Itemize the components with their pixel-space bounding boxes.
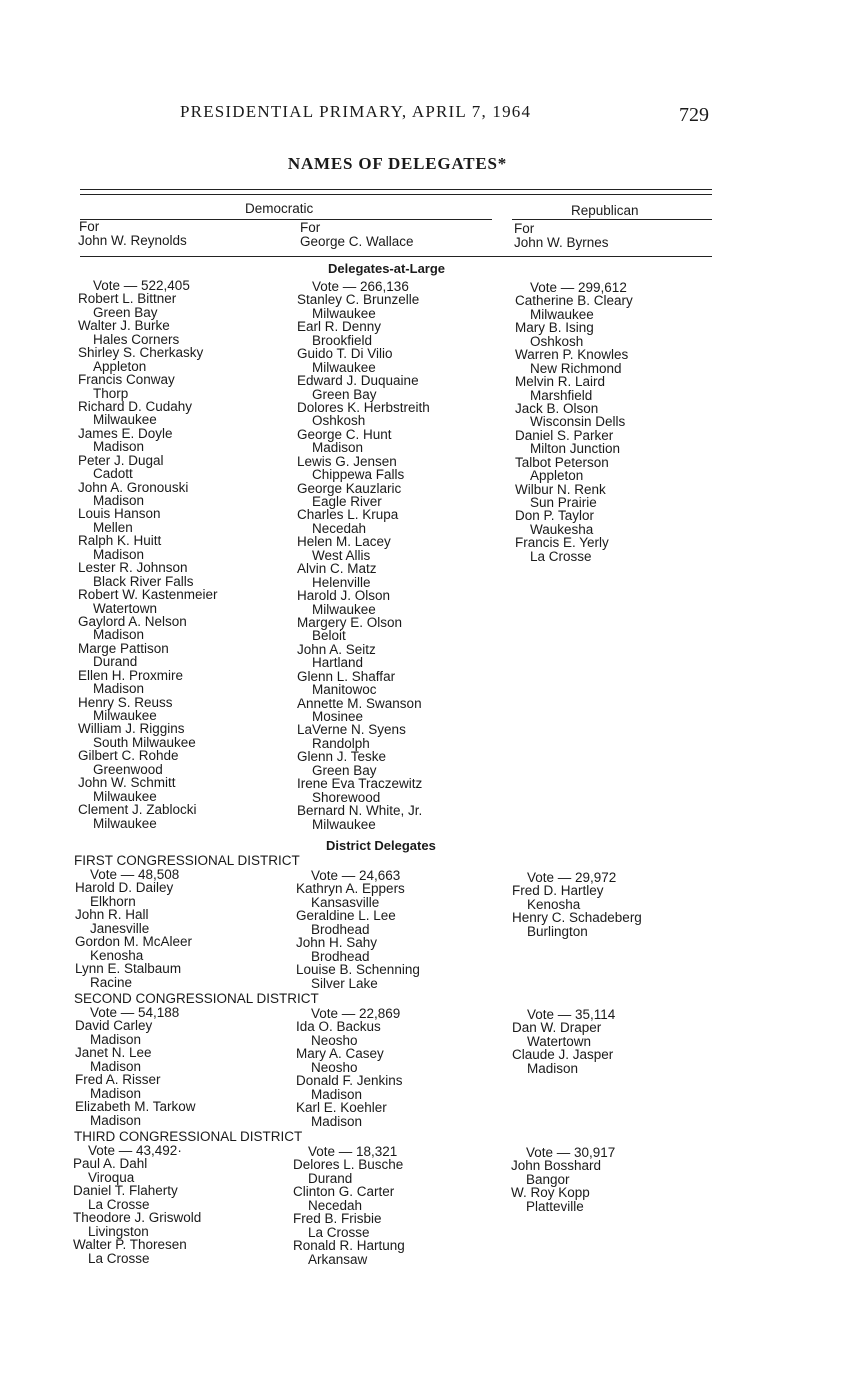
- delegate-name: Ida O. Backus: [296, 1019, 381, 1035]
- vote-total: Vote — 18,321: [308, 1144, 398, 1159]
- delegate-name: George C. Hunt: [297, 426, 392, 442]
- delegate-city: Arkansaw: [308, 1251, 368, 1267]
- district-3-byrnes-column: [511, 1146, 615, 1213]
- delegate-name: Elizabeth M. Tarkow: [75, 1099, 196, 1115]
- delegate-name: Catherine B. Cleary: [515, 293, 633, 309]
- delegate-city: Waukesha: [530, 521, 594, 537]
- district-1-byrnes-column: [512, 871, 642, 938]
- delegate-city: Thorp: [93, 385, 129, 401]
- delegate-city: Madison: [93, 439, 145, 455]
- page-number: 729: [679, 104, 709, 126]
- delegate-name: Robert L. Bittner: [78, 291, 177, 307]
- delegate-name: Marge Pattison: [78, 640, 169, 656]
- delegate-city: Madison: [93, 681, 145, 697]
- delegate-name: John Bosshard: [511, 1158, 602, 1174]
- delegate-name: John A. Gronouski: [78, 479, 189, 495]
- delegate-city: La Crosse: [88, 1196, 150, 1212]
- reynolds-name: John W. Reynolds: [78, 233, 187, 248]
- delegate-city: La Crosse: [88, 1250, 150, 1266]
- delegate-name: Paul A. Dahl: [73, 1156, 148, 1172]
- delegate-city: Black River Falls: [93, 573, 194, 589]
- delegate-name: Claude J. Jasper: [512, 1047, 614, 1063]
- at-large-label: Delegates-at-Large: [328, 261, 446, 276]
- delegate-name: Henry S. Reuss: [78, 694, 173, 710]
- delegate-name: Daniel S. Parker: [515, 427, 614, 443]
- delegate-city: Milwaukee: [312, 359, 376, 375]
- delegate-city: Greenwood: [93, 761, 163, 777]
- delegate-city: Appleton: [530, 468, 584, 484]
- vote-total: Vote — 266,136: [312, 279, 409, 294]
- delegate-name: Louis Hanson: [78, 506, 161, 522]
- at-large-wallace-column: [297, 280, 430, 831]
- delegate-name: Guido T. Di Vilio: [297, 346, 393, 362]
- delegate-name: Talbot Peterson: [515, 454, 609, 470]
- delegate-name: Glenn L. Shaffar: [297, 668, 396, 684]
- delegate-city: Milwaukee: [312, 601, 376, 617]
- delegate-name: Harold J. Olson: [297, 588, 391, 604]
- delegate-city: Viroqua: [88, 1169, 135, 1185]
- democratic-underline: [80, 219, 492, 220]
- vote-total: Vote — 54,188: [90, 1005, 180, 1020]
- delegate-name: Charles L. Krupa: [297, 507, 399, 523]
- delegate-city: Manitowoc: [312, 682, 377, 698]
- vote-total: Vote — 299,612: [530, 280, 627, 295]
- delegate-city: Chippewa Falls: [312, 467, 405, 483]
- delegate-city: Neosho: [311, 1059, 358, 1075]
- delegate-city: Madison: [311, 1113, 363, 1129]
- delegate-name: Margery E. Olson: [297, 614, 403, 630]
- delegate-city: Oshkosh: [530, 333, 584, 349]
- delegate-name: Dolores K. Herbstreith: [297, 399, 430, 415]
- delegate-name: William J. Riggins: [78, 721, 185, 737]
- delegate-name: Edward J. Duquaine: [297, 373, 419, 389]
- delegate-name: Louise B. Schenning: [296, 962, 420, 978]
- delegate-name: Donald F. Jenkins: [296, 1073, 403, 1089]
- district-2-byrnes-column: [512, 1008, 615, 1075]
- delegate-city: Janesville: [90, 920, 150, 936]
- delegate-name: Gilbert C. Rohde: [78, 748, 179, 764]
- wallace-name: George C. Wallace: [300, 234, 414, 249]
- delegate-name: Delores L. Busche: [293, 1157, 404, 1173]
- delegate-name: Robert W. Kastenmeier: [78, 587, 218, 603]
- delegate-city: Brodhead: [311, 921, 370, 937]
- delegate-city: South Milwaukee: [93, 734, 196, 750]
- delegate-city: La Crosse: [308, 1224, 370, 1240]
- delegate-city: Livingston: [88, 1223, 149, 1239]
- delegate-name: Dan W. Draper: [512, 1020, 602, 1036]
- delegate-name: Warren P. Knowles: [515, 347, 629, 363]
- delegate-city: La Crosse: [530, 548, 592, 564]
- district-3-wallace-column: [293, 1145, 405, 1266]
- delegate-city: Milwaukee: [93, 788, 157, 804]
- vote-total: Vote — 43,492·: [88, 1143, 182, 1158]
- district-title-second: SECOND CONGRESSIONAL DISTRICT: [74, 991, 319, 1006]
- delegate-name: Francis Conway: [78, 372, 175, 388]
- delegate-name: Don P. Taylor: [515, 508, 595, 524]
- delegate-city: Bangor: [526, 1171, 570, 1187]
- vote-total: Vote — 35,114: [527, 1007, 616, 1022]
- delegate-city: Mellen: [93, 519, 133, 535]
- delegate-name: Walter P. Thoresen: [73, 1237, 187, 1253]
- delegate-name: Earl R. Denny: [297, 319, 382, 335]
- delegate-name: Jack B. Olson: [515, 400, 599, 416]
- delegate-name: Ronald R. Hartung: [293, 1238, 405, 1254]
- delegate-city: Milwaukee: [312, 305, 376, 321]
- delegate-city: Beloit: [312, 628, 346, 644]
- top-rule-1: [80, 189, 712, 190]
- delegate-name: Lester R. Johnson: [78, 560, 188, 576]
- vote-total: Vote — 22,869: [311, 1006, 401, 1021]
- delegate-city: Brodhead: [311, 948, 370, 964]
- delegate-city: Hales Corners: [93, 331, 180, 347]
- reynolds-for: For: [79, 219, 100, 234]
- delegate-city: Sun Prairie: [530, 495, 597, 510]
- wallace-for: For: [300, 220, 321, 235]
- top-rule-2: [80, 194, 712, 195]
- delegate-name: Geraldine L. Lee: [296, 908, 396, 924]
- delegate-name: John R. Hall: [75, 907, 149, 923]
- delegate-city: Kenosha: [90, 947, 144, 963]
- delegate-city: Shorewood: [312, 789, 381, 805]
- republican-underline: [512, 219, 712, 220]
- delegate-city: Burlington: [527, 923, 588, 939]
- delegate-city: Mosinee: [312, 709, 364, 724]
- delegate-city: Madison: [93, 546, 145, 562]
- delegate-city: Randolph: [312, 735, 370, 751]
- at-large-reynolds-column: [78, 279, 218, 830]
- page-title: NAMES OF DELEGATES*: [287, 154, 508, 173]
- delegate-city: Oshkosh: [312, 413, 366, 429]
- delegate-city: Necedah: [312, 520, 367, 536]
- district-1-reynolds-column: [75, 868, 192, 989]
- delegate-name: LaVerne N. Syens: [297, 722, 406, 738]
- delegate-name: Wilbur N. Renk: [515, 481, 606, 497]
- delegate-city: Milwaukee: [93, 815, 157, 831]
- district-3-reynolds-column: [73, 1144, 201, 1265]
- delegate-name: Shirley S. Cherkasky: [78, 345, 204, 361]
- delegate-name: Gaylord A. Nelson: [78, 613, 187, 629]
- republican-header: Republican: [571, 203, 639, 218]
- delegate-city: Green Bay: [312, 386, 377, 402]
- delegate-name: Harold D. Dailey: [75, 880, 174, 896]
- delegate-name: Annette M. Swanson: [297, 695, 422, 711]
- delegate-name: Glenn J. Teske: [297, 749, 387, 765]
- district-2-wallace-column: [296, 1007, 403, 1128]
- delegate-name: W. Roy Kopp: [511, 1185, 590, 1201]
- byrnes-for: For: [514, 221, 535, 236]
- delegate-name: John H. Sahy: [296, 935, 378, 951]
- delegate-name: Henry C. Schadeberg: [512, 910, 642, 926]
- democratic-header: Democratic: [245, 201, 314, 216]
- delegate-city: Necedah: [308, 1197, 363, 1213]
- at-large-byrnes-column: [515, 281, 633, 563]
- delegate-name: David Carley: [75, 1018, 153, 1034]
- delegate-name: John A. Seitz: [297, 641, 376, 657]
- delegate-city: Durand: [93, 654, 138, 670]
- delegate-name: Clinton G. Carter: [293, 1184, 395, 1200]
- delegate-city: Watertown: [93, 600, 158, 616]
- delegate-name: Peter J. Dugal: [78, 452, 164, 468]
- delegate-city: Marshfield: [530, 387, 593, 403]
- delegate-name: Stanley C. Brunzelle: [297, 292, 420, 308]
- delegate-city: Brookfield: [312, 332, 373, 348]
- delegate-city: Eagle River: [312, 494, 382, 509]
- delegate-name: Ralph K. Huitt: [78, 533, 162, 549]
- delegate-name: Fred B. Frisbie: [293, 1211, 382, 1227]
- district-1-wallace-column: [296, 869, 420, 990]
- delegate-city: Durand: [308, 1170, 353, 1186]
- delegate-name: Lewis G. Jensen: [297, 453, 397, 469]
- delegate-name: James E. Doyle: [78, 425, 173, 441]
- delegate-city: Milwaukee: [93, 412, 157, 428]
- delegate-city: Cadott: [93, 466, 133, 482]
- vote-total: Vote — 48,508: [90, 867, 180, 882]
- delegate-name: Francis E. Yerly: [515, 535, 609, 551]
- delegate-city: Silver Lake: [311, 975, 378, 991]
- delegate-city: Neosho: [311, 1032, 358, 1048]
- running-header: PRESIDENTIAL PRIMARY, APRIL 7, 1964: [180, 102, 532, 121]
- district-title-third: THIRD CONGRESSIONAL DISTRICT: [74, 1129, 303, 1144]
- delegate-city: Green Bay: [93, 304, 158, 320]
- delegate-name: Mary B. Ising: [515, 320, 594, 336]
- delegate-city: Milton Junction: [530, 441, 621, 457]
- vote-total: Vote — 30,917: [526, 1145, 616, 1160]
- delegate-city: Milwaukee: [93, 708, 157, 723]
- delegate-city: Kenosha: [527, 896, 581, 912]
- delegate-name: George Kauzlaric: [297, 480, 402, 496]
- delegate-name: Helen M. Lacey: [297, 534, 391, 550]
- delegate-city: Hartland: [312, 655, 364, 671]
- delegate-city: New Richmond: [530, 360, 622, 376]
- district-2-reynolds-column: [75, 1006, 196, 1127]
- delegate-city: Platteville: [526, 1198, 584, 1214]
- delegate-name: Richard D. Cudahy: [78, 398, 193, 414]
- delegate-city: Helenville: [312, 574, 371, 590]
- vote-total: Vote — 29,972: [527, 870, 617, 885]
- vote-total: Vote — 24,663: [311, 868, 401, 883]
- delegate-city: West Allis: [312, 547, 371, 563]
- delegate-city: Racine: [90, 974, 133, 990]
- delegate-city: Madison: [527, 1060, 579, 1076]
- header-bottom-rule: [80, 256, 712, 257]
- delegate-name: Theodore J. Griswold: [73, 1210, 202, 1226]
- delegate-name: Walter J. Burke: [78, 318, 170, 334]
- delegate-city: Madison: [312, 440, 364, 456]
- delegate-city: Kansasville: [311, 894, 380, 910]
- delegate-name: Kathryn A. Eppers: [296, 881, 405, 897]
- delegate-name: Fred D. Hartley: [512, 883, 604, 899]
- delegate-city: Madison: [90, 1085, 142, 1101]
- delegate-city: Madison: [93, 493, 145, 508]
- district-label: District Delegates: [326, 838, 436, 853]
- delegate-name: Melvin R. Laird: [515, 374, 606, 390]
- delegate-city: Watertown: [527, 1033, 592, 1049]
- vote-total: Vote — 522,405: [93, 278, 190, 293]
- delegate-name: Daniel T. Flaherty: [73, 1183, 178, 1199]
- delegate-name: Alvin C. Matz: [297, 561, 377, 577]
- delegate-city: Madison: [93, 627, 145, 643]
- delegate-name: Irene Eva Traczewitz: [297, 776, 423, 792]
- delegate-city: Milwaukee: [530, 306, 594, 322]
- delegate-city: Wisconsin Dells: [530, 414, 626, 430]
- delegate-city: Madison: [311, 1086, 363, 1102]
- delegate-name: Fred A. Risser: [75, 1072, 161, 1088]
- delegate-name: John W. Schmitt: [78, 775, 176, 791]
- delegate-name: Bernard N. White, Jr.: [297, 803, 423, 819]
- delegate-city: Milwaukee: [312, 816, 376, 832]
- delegate-name: Lynn E. Stalbaum: [75, 961, 182, 977]
- delegate-name: Janet N. Lee: [75, 1045, 152, 1061]
- byrnes-name: John W. Byrnes: [514, 235, 609, 250]
- delegate-name: Gordon M. McAleer: [75, 934, 193, 950]
- delegate-name: Clement J. Zablocki: [78, 802, 197, 818]
- delegate-name: Karl E. Koehler: [296, 1100, 387, 1116]
- district-title-first: FIRST CONGRESSIONAL DISTRICT: [74, 853, 300, 868]
- delegate-city: Green Bay: [312, 762, 377, 778]
- delegate-city: Elkhorn: [90, 893, 136, 909]
- delegate-city: Appleton: [93, 358, 147, 374]
- delegate-name: Mary A. Casey: [296, 1046, 384, 1062]
- delegate-city: Madison: [90, 1031, 142, 1047]
- delegate-city: Madison: [90, 1058, 142, 1074]
- delegate-name: Ellen H. Proxmire: [78, 667, 184, 683]
- delegate-city: Madison: [90, 1112, 142, 1128]
